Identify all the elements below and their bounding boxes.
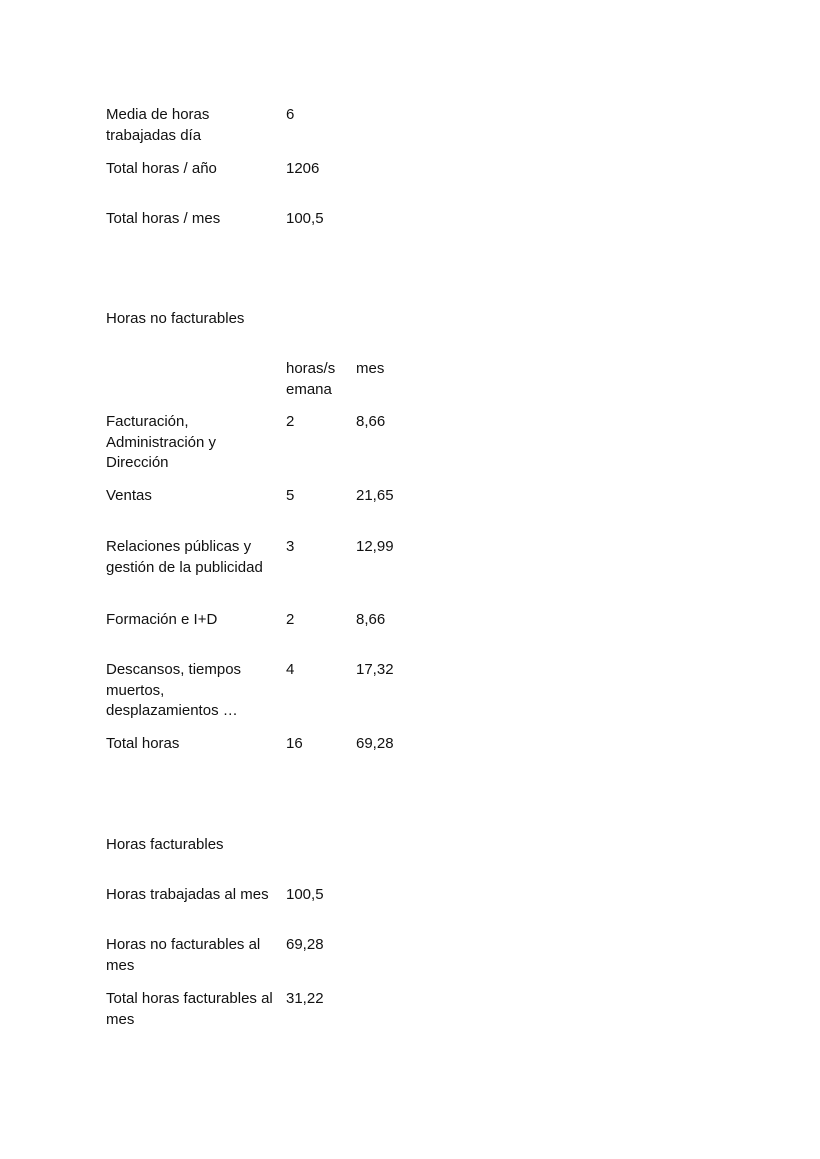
table-row-week: 2 xyxy=(286,413,295,430)
table-row-month: 12,99 xyxy=(356,538,394,555)
summary-value: 1206 xyxy=(286,160,320,177)
table-row-label: Descansos, tiempos muertos, desplazamientos … xyxy=(106,661,242,719)
summary-value: 100,5 xyxy=(286,210,324,227)
table-row-label: Ventas xyxy=(106,487,152,504)
table-row-week: 5 xyxy=(286,487,295,504)
billable-value: 69,28 xyxy=(286,936,324,953)
table-row-week: 2 xyxy=(286,611,295,628)
billable-label: Total horas facturables al mes xyxy=(106,990,273,1028)
column-header-week: horas/semana xyxy=(286,360,336,398)
table-row-week: 4 xyxy=(286,661,295,678)
table-row-month: 8,66 xyxy=(356,413,386,430)
summary-label: Total horas / año xyxy=(106,160,217,177)
billable-value: 31,22 xyxy=(286,990,324,1007)
table-row-label: Facturación, Administración y Dirección xyxy=(106,413,217,471)
table-row-label: Relaciones públicas y gestión de la publicidad xyxy=(106,538,263,576)
column-header-month: mes xyxy=(356,360,385,377)
table-row-month: 17,32 xyxy=(356,661,394,678)
billable-heading: Horas facturables xyxy=(106,836,224,853)
total-row-month: 69,28 xyxy=(356,735,394,752)
billable-value: 100,5 xyxy=(286,886,324,903)
non-billable-heading: Horas no facturables xyxy=(106,310,245,327)
billable-label: Horas trabajadas al mes xyxy=(106,886,269,903)
table-row-month: 21,65 xyxy=(356,487,394,504)
table-row-week: 3 xyxy=(286,538,295,555)
table-row-month: 8,66 xyxy=(356,611,386,628)
total-row-label: Total horas xyxy=(106,735,180,752)
table-row-label: Formación e I+D xyxy=(106,611,218,628)
summary-value: 6 xyxy=(286,106,295,123)
summary-label: Total horas / mes xyxy=(106,210,221,227)
summary-label: Media de horas trabajadas día xyxy=(106,106,210,144)
billable-label: Horas no facturables al mes xyxy=(106,936,261,974)
total-row-week: 16 xyxy=(286,735,303,752)
